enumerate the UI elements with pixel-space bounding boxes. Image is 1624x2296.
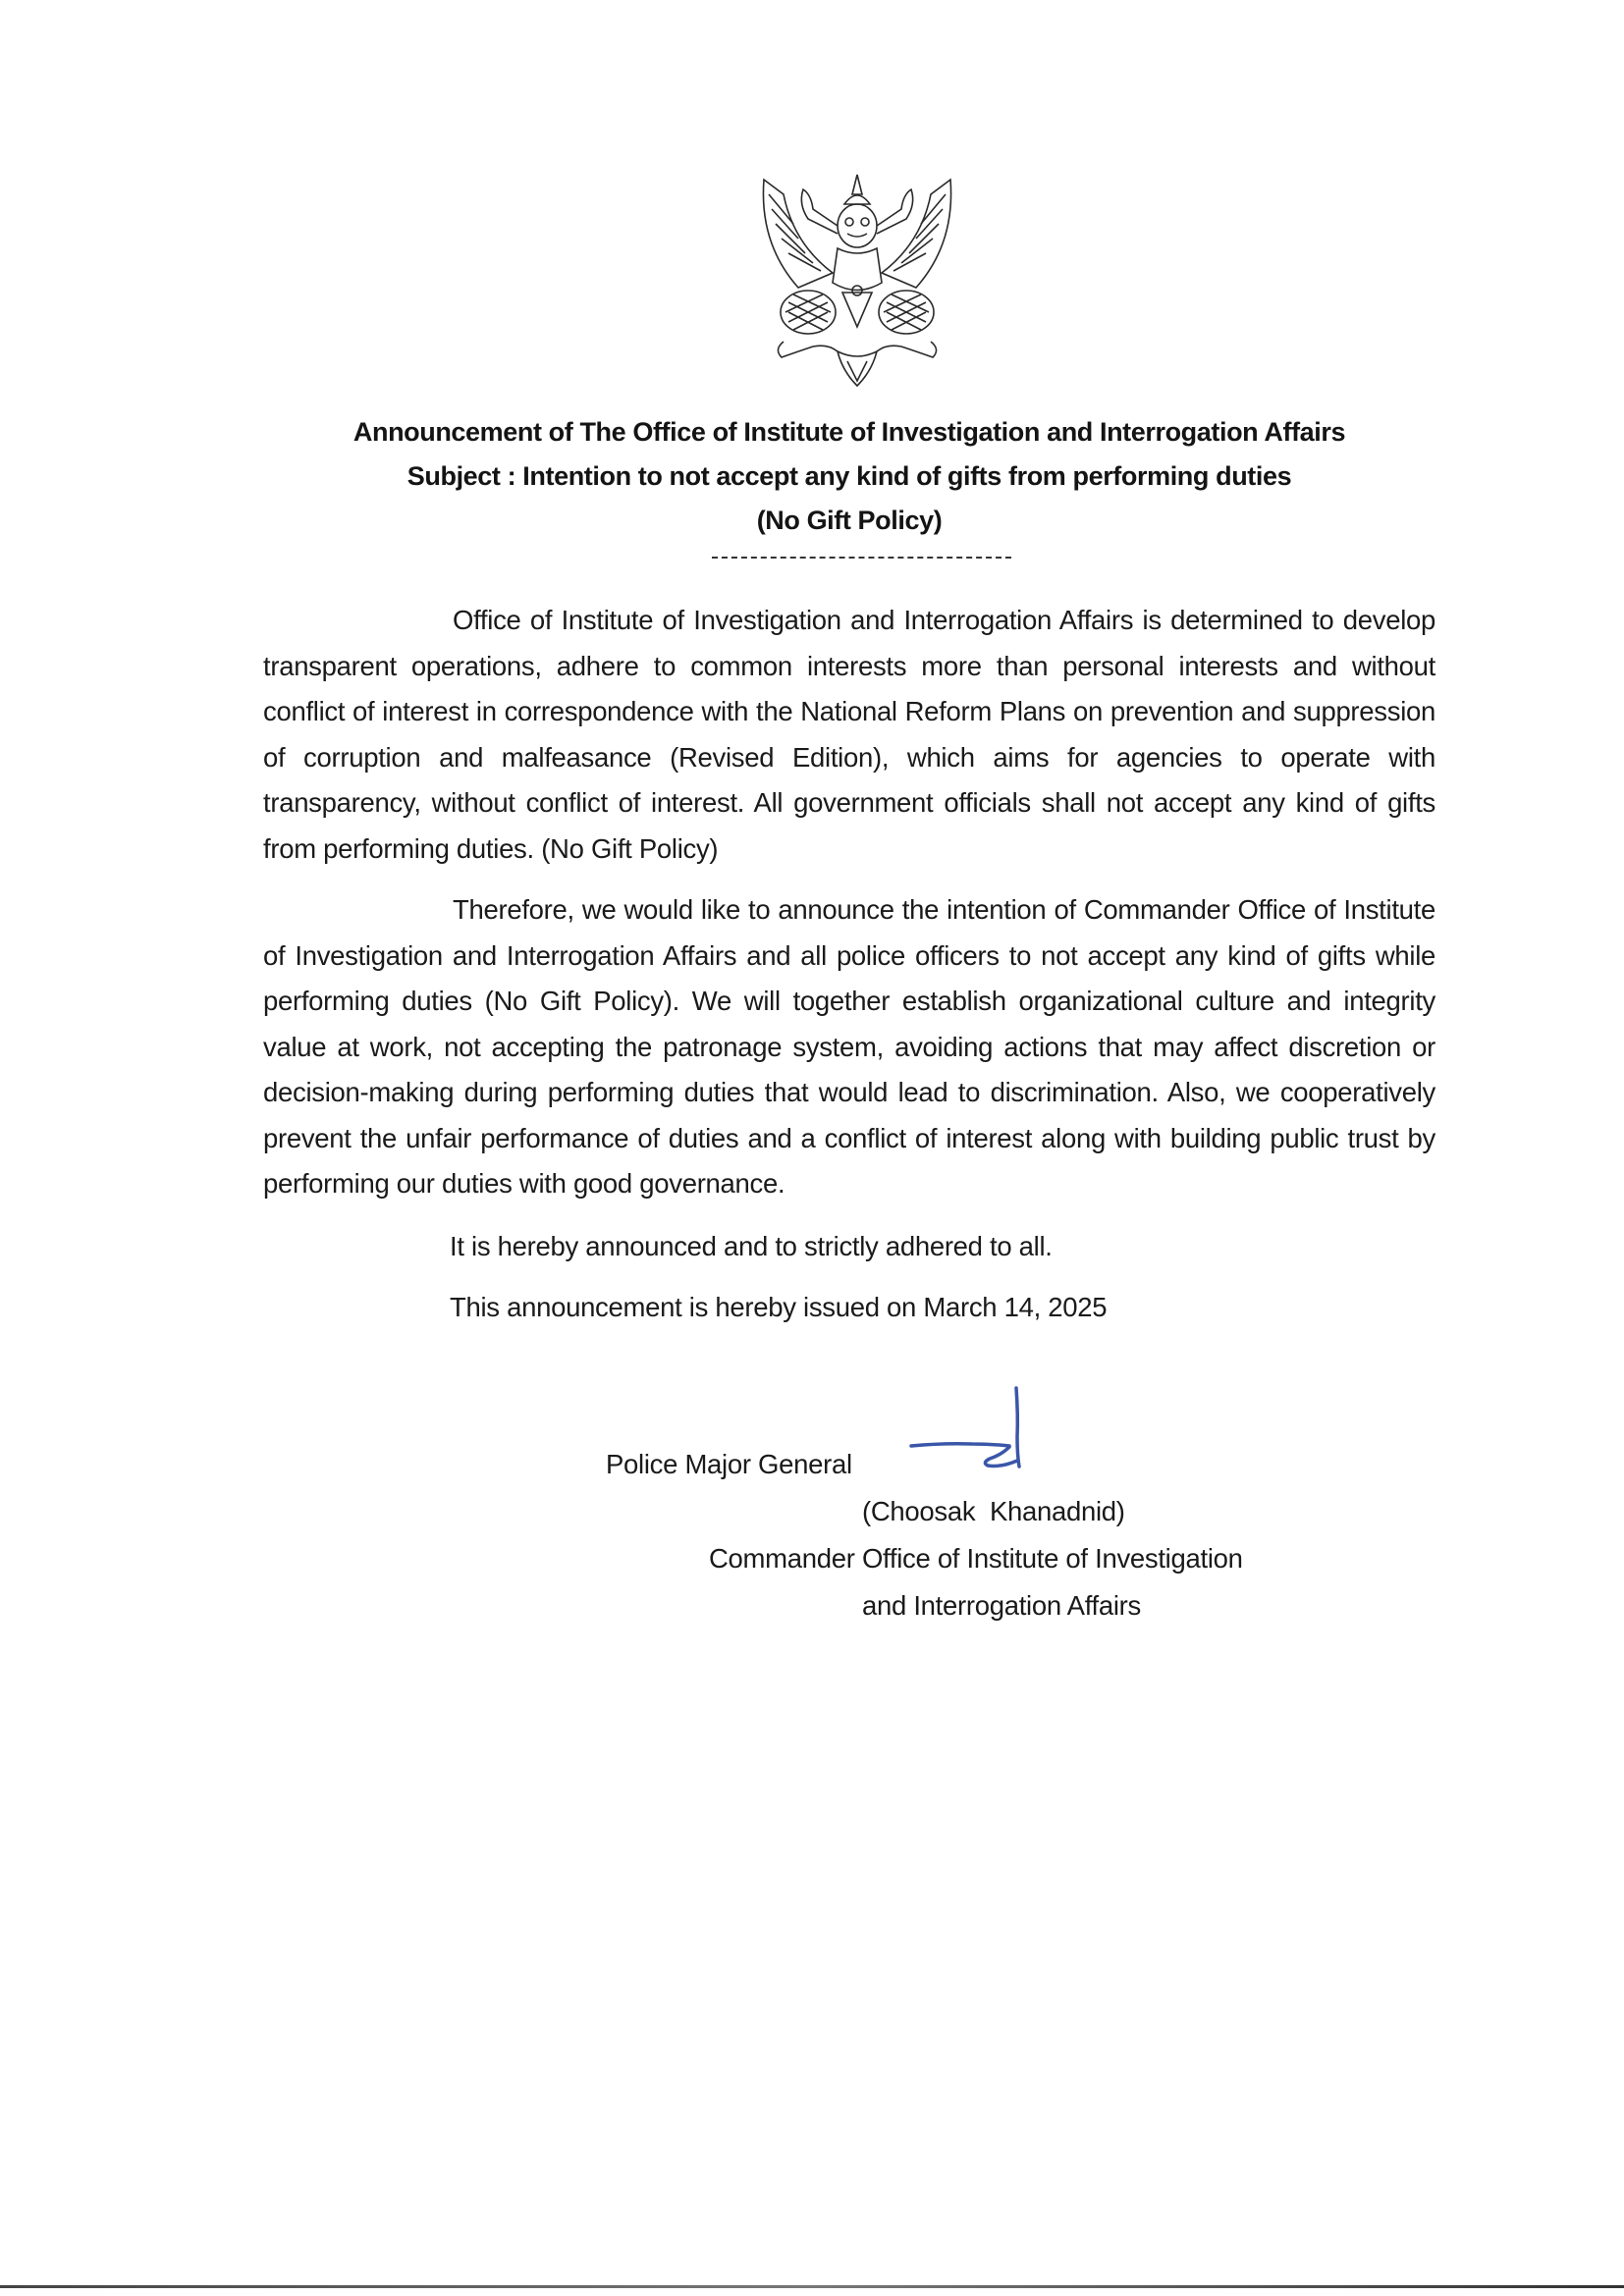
paragraph-2-text: Therefore, we would like to announce the intention of Commander Office of Institute of Investigation and Interrogation Affairs and all police officers to not accept any kind of gifts while performing duties (No Gift Policy). We will together establish organizational culture and integrity value at work, not accepting the patronage system, avoiding actions that may affect discretion or decision-making during performing duties that would lead to discrimination. Also, we cooperatively prevent the unfair performance of duties and a conflict of interest along with building public trust by performing our duties with good governance.	[263, 894, 1435, 1199]
title-line-2: Subject : Intention to not accept any kind of gifts from performing duties	[406, 461, 1292, 491]
title-line-1: Announcement of The Office of Institute of Investigation and Interrogation Affairs	[352, 417, 1346, 447]
issue-date-statement: This announcement is hereby issued on March 14, 2025	[450, 1291, 1108, 1322]
announcement-title	[275, 410, 1424, 543]
signatory-name: (Choosak Khanadnid)	[862, 1495, 1125, 1526]
signature-block	[0, 1376, 1624, 1622]
handwritten-signature-icon	[903, 1376, 1051, 1474]
title-separator	[712, 557, 1011, 559]
signatory-rank: Police Major General	[606, 1448, 852, 1479]
title-line-3: (No Gift Policy)	[756, 506, 943, 535]
paragraph-1-text: Office of Institute of Investigation and Interrogation Affairs is determined to develop transparent operations, adhere to common interests more than personal interests and without conflict of interest in correspondence with the National Reform Plans on prevention and suppression of corruption and malfeasance (Revised Edition), which aims for agencies to operate with transparency, without conflict of interest. All government officials shall not accept any kind of gifts from performing duties. (No Gift Policy)	[263, 605, 1435, 864]
garuda-emblem-icon	[754, 165, 960, 391]
body-paragraph-2	[263, 887, 1435, 1207]
body-paragraph-1	[263, 598, 1435, 872]
signatory-title-line-1: Commander Office of Institute of Investigation	[709, 1542, 1243, 1574]
scan-bottom-edge	[0, 2285, 1624, 2288]
closing-statement: It is hereby announced and to strictly adhered to all.	[450, 1230, 1053, 1261]
signatory-title-line-2: and Interrogation Affairs	[862, 1589, 1141, 1621]
